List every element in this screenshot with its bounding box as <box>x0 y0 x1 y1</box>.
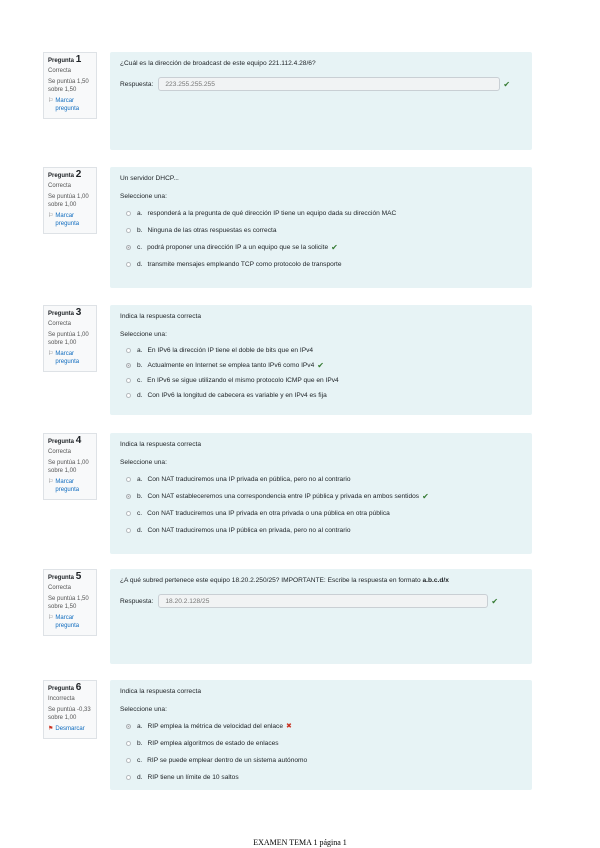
flag-question-link[interactable]: ⚐ Marcar pregunta <box>48 351 80 365</box>
radio-button[interactable] <box>126 477 131 482</box>
question-state: Correcta <box>48 68 72 74</box>
question-state: Correcta <box>48 321 72 327</box>
radio-button[interactable] <box>126 758 131 763</box>
flag-icon: ⚐ <box>48 213 54 219</box>
answer-option-a[interactable]: a. RIP emplea la métrica de velocidad del enlace ✖ <box>120 718 522 735</box>
question-text: ¿Cuál es la dirección de broadcast de este equipo 221.112.4.28/6? <box>120 60 316 67</box>
question-text: Indica la respuesta correcta <box>120 313 201 320</box>
check-icon: ✔ <box>422 492 429 501</box>
question-number: Pregunta 3 <box>48 307 82 318</box>
flag-icon: ⚐ <box>48 479 54 485</box>
radio-button[interactable] <box>126 228 131 233</box>
question-number: Pregunta 4 <box>48 435 82 446</box>
question-info <box>43 569 97 636</box>
question-info <box>43 52 97 119</box>
answer-label: Respuesta: <box>120 597 154 605</box>
question-grade: Se puntúa 1,50 sobre 1,50 <box>48 79 89 93</box>
question-number: Pregunta 5 <box>48 571 82 582</box>
answer-prompt: Seleccione una: <box>120 331 167 338</box>
answer-prompt: Seleccione una: <box>120 459 167 466</box>
question-number: Pregunta 1 <box>48 54 82 65</box>
question-state: Correcta <box>48 585 72 591</box>
answer-option-b[interactable]: b. Con NAT estableceremos una correspondencia entre IP pública y privada en ambos sentidos ✔ <box>120 488 522 505</box>
flag-question-link[interactable]: ⚐ Marcar pregunta <box>48 479 80 493</box>
flag-icon: ⚐ <box>48 98 54 104</box>
question-text: Indica la respuesta correcta <box>120 688 201 695</box>
question-state: Correcta <box>48 449 72 455</box>
radio-button[interactable] <box>126 393 131 398</box>
flag-icon: ⚑ <box>48 726 54 732</box>
question-info <box>43 433 97 500</box>
question-grade: Se puntúa -0,33 sobre 1,00 <box>48 707 91 721</box>
check-icon: ✔ <box>491 596 499 606</box>
flag-question-link[interactable]: ⚐ Marcar pregunta <box>48 213 80 227</box>
radio-button-selected[interactable] <box>126 363 131 368</box>
radio-button[interactable] <box>126 378 131 383</box>
question-info <box>43 680 97 739</box>
answer-option-d[interactable]: d. transmite mensajes empleando TCP como protocolo de transporte <box>120 256 522 273</box>
question-grade: Se puntúa 1,00 sobre 1,00 <box>48 332 89 346</box>
question-number: Pregunta 2 <box>48 169 82 180</box>
answer-prompt: Seleccione una: <box>120 193 167 200</box>
flag-icon: ⚐ <box>48 615 54 621</box>
radio-button[interactable] <box>126 775 131 780</box>
question-info <box>43 167 97 234</box>
answer-option-c[interactable]: c. RIP se puede emplear dentro de un sistema autónomo <box>120 752 522 769</box>
question-content <box>110 433 532 554</box>
check-icon: ✔ <box>331 243 338 252</box>
question-grade: Se puntúa 1,00 sobre 1,00 <box>48 194 89 208</box>
answer-option-b[interactable]: b. Actualmente en Internet se emplea tanto IPv6 como IPv4 ✔ <box>120 358 522 373</box>
answer-option-b[interactable]: b. RIP emplea algoritmos de estado de enlaces <box>120 735 522 752</box>
question-number: Pregunta 6 <box>48 682 82 693</box>
radio-button-selected[interactable] <box>126 494 131 499</box>
cross-icon: ✖ <box>286 723 292 730</box>
question-grade: Se puntúa 1,00 sobre 1,00 <box>48 460 89 474</box>
answer-option-d[interactable]: d. Con IPv6 la longitud de cabecera es variable y en IPv4 es fija <box>120 388 522 403</box>
answer-option-d[interactable]: d. Con NAT traduciremos una IP pública en privada, pero no al contrario <box>120 522 522 539</box>
answer-row <box>120 594 522 608</box>
answer-option-b[interactable]: b. Ninguna de las otras respuestas es correcta <box>120 222 522 239</box>
flag-question-link[interactable]: ⚐ Marcar pregunta <box>48 615 80 629</box>
radio-button[interactable] <box>126 211 131 216</box>
question-state: Incorrecta <box>48 696 75 702</box>
question-state: Correcta <box>48 183 72 189</box>
unflag-question-link[interactable]: ⚑ Desmarcar <box>48 726 85 732</box>
answer-prompt: Seleccione una: <box>120 706 167 713</box>
answer-option-c[interactable]: c. podrá proponer una dirección IP a un equipo que se la solicite ✔ <box>120 239 522 256</box>
answer-option-c[interactable]: c. En IPv6 se sigue utilizando el mismo protocolo ICMP que en IPv4 <box>120 373 522 388</box>
radio-button-selected[interactable] <box>126 724 131 729</box>
question-text: ¿A qué subred pertenece este equipo 18.20.2.250/25? IMPORTANTE: Escribe la respuesta en formato a.b.c.d/x <box>120 577 449 584</box>
answer-option-a[interactable]: a. Con NAT traduciremos una IP privada en pública, pero no al contrario <box>120 471 522 488</box>
radio-button[interactable] <box>126 262 131 267</box>
question-content <box>110 569 532 664</box>
flag-question-link[interactable]: ⚐ Marcar pregunta <box>48 98 80 112</box>
answer-input[interactable]: 18.20.2.128/25 <box>158 594 488 608</box>
answer-label: Respuesta: <box>120 80 154 88</box>
question-grade: Se puntúa 1,50 sobre 1,50 <box>48 596 89 610</box>
check-icon: ✔ <box>317 361 324 370</box>
question-text: Un servidor DHCP... <box>120 175 179 182</box>
radio-button[interactable] <box>126 528 131 533</box>
answer-option-a[interactable]: a. En IPv6 la dirección IP tiene el doble de bits que en IPv4 <box>120 343 522 358</box>
flag-icon: ⚐ <box>48 351 54 357</box>
answer-input[interactable]: 223.255.255.255 <box>158 77 500 91</box>
question-content <box>110 167 532 288</box>
radio-button[interactable] <box>126 348 131 353</box>
question-content <box>110 680 532 790</box>
answer-option-d[interactable]: d. RIP tiene un límite de 10 saltos <box>120 769 522 786</box>
check-icon: ✔ <box>503 79 511 89</box>
radio-button[interactable] <box>126 741 131 746</box>
answer-row <box>120 77 522 91</box>
page-footer: EXAMEN TEMA 1 página 1 <box>253 838 347 847</box>
answer-option-a[interactable]: a. responderá a la pregunta de qué dirección IP tiene un equipo dada su dirección MAC <box>120 205 522 222</box>
question-content <box>110 305 532 415</box>
answer-option-c[interactable]: c. Con NAT traduciremos una IP privada en otra privada o una pública en otra pública <box>120 505 522 522</box>
question-content <box>110 52 532 150</box>
question-text: Indica la respuesta correcta <box>120 441 201 448</box>
radio-button[interactable] <box>126 511 131 516</box>
question-info <box>43 305 97 372</box>
radio-button-selected[interactable] <box>126 245 131 250</box>
